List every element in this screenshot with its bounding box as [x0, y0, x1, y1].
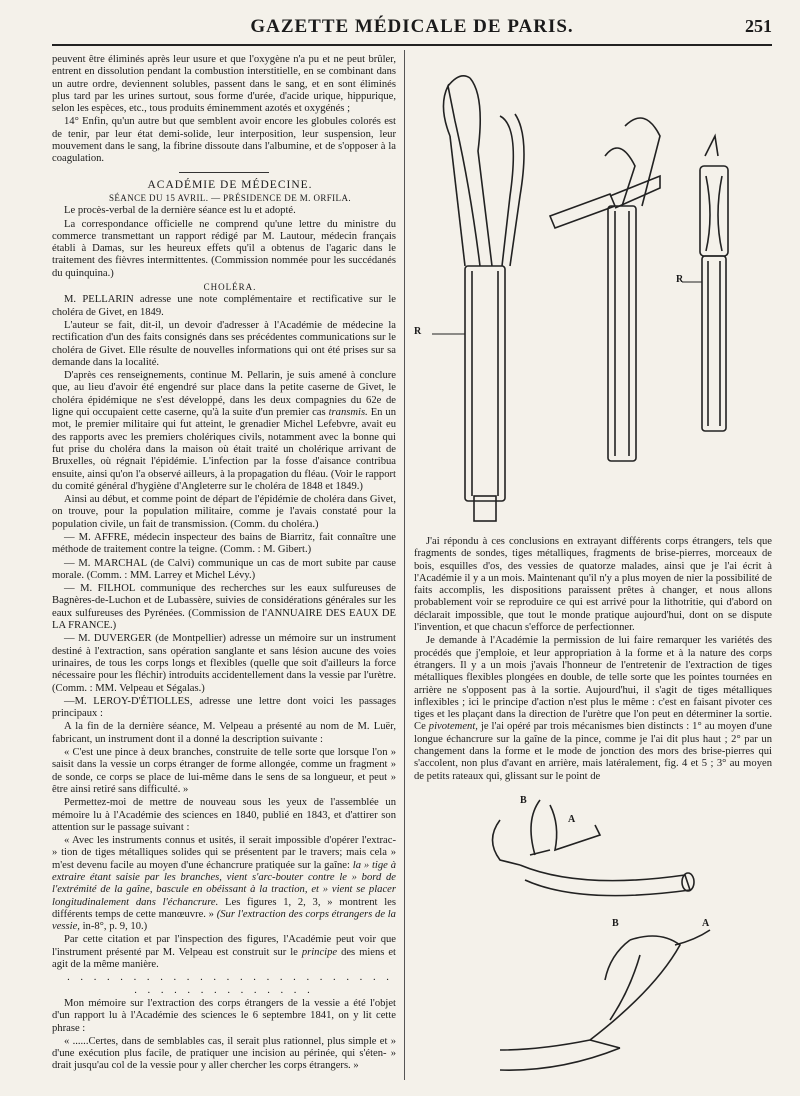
right-column-text	[414, 536, 772, 784]
ellipsis-row: . . . . . . . . . . . . . . . . . . . . . . . . . . . . . . . . . . . . . . .	[67, 972, 393, 996]
quote-2	[52, 835, 396, 933]
transmis-word: transmis.	[328, 407, 368, 419]
pellarin-paragraph: M. PELLARIN adresse une note complémentaire et rectificative sur le choléra de Givet, en 1849.	[52, 294, 396, 318]
fig-label-a1: A	[568, 814, 576, 825]
leroy-paragraph: —M. LEROY-D'ÉTIOLLES, adresse une lettre dont voici les passages principaux :	[52, 695, 396, 720]
marchal-paragraph: — M. MARCHAL (de Calvi) communique un cas de mort subite par cause morale. (Comm. : MM. Larrey et Michel Lévy.)	[52, 557, 396, 581]
forceps-figures-top	[410, 56, 775, 531]
journal-title: GAZETTE MÉDICALE DE PARIS.	[250, 16, 574, 37]
brise-pierre-figures	[480, 780, 730, 1080]
forceps-instrument-1	[443, 76, 524, 521]
memoire-paragraph: Mon mémoire sur l'extraction des corps étrangers de la vessie a été l'objet d'un rapport lu à l'Académie des sciences le 6 septembre 1841, on y lit cette phrase :	[52, 997, 396, 1034]
cholera-title: CHOLÉRA.	[203, 282, 257, 293]
section-rule	[179, 172, 269, 173]
right-para-2	[414, 635, 772, 783]
quote-2-c: Les figures 1, 2, 3, » montrent les différents temps de cette manœuvre. »	[52, 896, 396, 920]
leroy-cont-paragraph: A la fin de la dernière séance, M. Velpeau a présenté au nom de M. Luër, fabricant, un instrument dont il a donné la description suivante :	[52, 721, 396, 745]
right-para-2-a: Je demande à l'Académie la permission de lui faire remarquer les variétés des procédés que j'emploie, et leur appropriation à la forme et à la nature des corps étrangers. Il y a un mois j'avais l'honneur de l'entretenir de l'extraction de tiges métalliques flexibles plongées en double, de telle sorte que les pointes tournées en arrière ne s'opposent pas à la sortie. Aujourd'hui, il s'agit de tiges métalliques inflexibles ; ici le principe d'action n'est plus le même : c'est en faisant pivoter ces tiges et les plaçant dans la direction de l'urètre que l'on peut en déterminer la sortie. Ce	[414, 635, 772, 733]
affre-paragraph: — M. AFFRE, médecin inspecteur des bains de Biarritz, fait connaître une méthode de traitement contre la teigne. (Comm. : M. Gibert.)	[52, 531, 396, 556]
right-para-1: J'ai répondu à ces conclusions en extrayant différents corps étrangers, tels que fragments de sondes, tiges métalliques, fragments de brise-pierres, morceaux de bois, esquilles d'os, des vessies de quatorze malades, ainsi que je l'ai écrit à l'Académie il y a un mois. Maintenant qu'il n'y a plus moyen de nier la possibilité de faits accomplis, les dispositions paraissent prêtes à changer, et nous allons probablement voir se reproduire ce qui est arrivé pour la lithotritie, qui d'abord on déclarait impossible, que tout le monde pratique aujourd'hui, dont on se dispute l'invention, et que chacun s'efforce de perfectionner.	[414, 536, 772, 634]
par-cette-end: des miens et agit de la même manière.	[52, 946, 396, 971]
apres-cont-text: En un mot, le premier militaire qui fut atteint, le grenadier Michel Lefebvre, avait eu des rapports avec les premiers cholériques civils, notamment avec la bonne qui fut prise du choléra dans la maison où était traité un cholérique arrivant de Bruxelles, où régnait l'épidémie. L'infection par la fosse d'aisance contribua ensuite, ainsi qu'on l'a observé ailleurs, à la propagation du fléau. (Voir le rapport du comité général d'hygiène d'Angleterre sur le choléra de 1848 et 1849.)	[52, 407, 396, 492]
auteur-paragraph: L'auteur se fait, dit-il, un devoir d'adresser à l'Académie de médecine la rectification d'un des faits consignés dans ses précédentes communications sur le choléra de Givet. Elle résulte de nouvelles informations qui ont été prises sur sa demande dans la localité.	[52, 319, 396, 368]
pivotement-word: pivotement,	[428, 721, 478, 733]
quote-1: « C'est une pince à deux branches, construite de telle sorte que lorsque l'on » saisit dans la vessie un corps étranger de forme allongée, comme un fragment » de sonde, ce corps se place de lui-même dans le sens de sa longueur, et peut » être ainsi retiré sans difficulté. »	[52, 747, 396, 795]
seance-line: SÉANCE DU 15 AVRIL. — PRÉSIDENCE DE M. ORFILA.	[109, 192, 351, 203]
principe-word: principe	[301, 946, 338, 958]
brise-pierre-1	[493, 800, 695, 896]
forceps-instrument-2	[550, 118, 660, 461]
left-column	[52, 54, 396, 1074]
intro-paragraph: peuvent être éliminés après leur usure et que l'oxygène n'a pu et ne peut brûler, entrent en dissolution pendant la combustion interstitielle, en se combinant dans un autre ordre, deviennent solubles, passent dans le sang, et en sont éliminés plus tard par les urines surtout, sous forme d'urée, d'acide urique, hippurique, selon les espèces, etc., tous produits éminemment azotés et oxygénés ;	[52, 54, 396, 115]
duverger-paragraph: — M. DUVERGER (de Montpellier) adresse un mémoire sur un instrument destiné à l'extraction, sans opération sanglante et sans lésion aucune des voies urinaires, de tous les corps longs et flexibles (quelle que soit d'ailleurs la force nécessaire pour les fléchir) introduits accidentellement dans la vessie par l'urètre. (Comm. : MM. Velpeau et Ségalas.)	[52, 633, 396, 694]
par-cette-paragraph	[52, 934, 396, 971]
quote-2-ref: (Sur l'extraction des corps étrangers de la vessie,	[52, 908, 396, 933]
proces-verbal: Le procès-verbal de la dernière séance est lu et adopté.	[64, 205, 296, 217]
correspondance-paragraph: La correspondance officielle ne comprend qu'une lettre du ministre du commerce transmettant un rapport rédigé par M. Lautour, médecin français établi à Damas, sur les heureux effets qu'il a obtenus de l'agaric dans le traitement des fièvres intermittentes. (Commission nommée pour les succédanés du quinquina.)	[52, 218, 396, 279]
forceps-instrument-3	[700, 136, 728, 431]
filhol-paragraph: — M. FILHOL communique des recherches sur les eaux sulfureuses de Bagnères-de-Luchon et de Lubassère, suivies de considérations générales sur les eaux sulfureuses des Pyrénées. (Commission de l'ANNUAIRE DES EAUX DE LA FRANCE.)	[52, 583, 396, 632]
fig-label-b2: B	[612, 918, 619, 929]
quote-2-a: « Avec les instruments connus et usités, il serait impossible d'opérer l'extrac- » tion de tiges métalliques solides qui se présentent par le travers; mais cela » m'est devenu facile au moyen d'une échancrure pratiquée sur la gaîne:	[52, 835, 396, 871]
fig-label-b1: B	[520, 795, 527, 806]
apres-text: D'après ces renseignements, continue M. Pellarin, je suis amené à conclure que, au lieu d'avoir été engendré sur place dans la petite caserne de Givet, le choléra épidémique ne s'est développé, dans les deux compagnies du 62e de ligne qui occupaient cette caserne, qu'à la suite d'un premier cas	[52, 370, 396, 419]
fig-label-r2: R	[676, 274, 684, 285]
quote-2-ref2: in-8°, p. 9, 10.)	[82, 921, 148, 933]
ainsi-paragraph: Ainsi au début, et comme point de départ de l'épidémie de choléra dans Givet, on trouve, pour la population militaire, comme je l'avais constaté pour la population civile, un fait de transmission. (Comm. du choléra.)	[52, 494, 396, 530]
page-number: 251	[745, 16, 772, 36]
fig-label-a2: A	[702, 918, 710, 929]
par-cette-text: Par cette citation et par l'inspection des figures, l'Académie peut voir que l'instrument présenté par M. Velpeau est construit sur le	[52, 934, 396, 958]
fig-label-r1: R	[414, 326, 422, 337]
quote-2-b: la » tige à extraire étant saisie par les branches, vient s'arc-bouter contre le » bord de l'extrémité de la gaîne, bascule en obéissant à la traction, et » vient se placer longitudinalement dans l'échancrure.	[52, 859, 396, 908]
column-divider	[404, 50, 405, 1080]
permettez-paragraph: Permettez-moi de mettre de nouveau sous les yeux de l'assemblée un mémoire lu à l'Académie des sciences en 1840, publié en 1843, et d'attirer son attention sur le passage suivant :	[52, 797, 396, 833]
point-14-paragraph: 14° Enfin, qu'un autre but que semblent avoir encore les globules colorés est de tenir, par leur état demi-solide, leur interposition, leur suspension, leur mouvement dans le sang, la fibrine dissoute dans l'albumine, et de s'opposer à la coagulation.	[52, 116, 396, 165]
page-header	[52, 14, 772, 46]
quote-3: « ......Certes, dans de semblables cas, il serait plus rationnel, plus simple et » d'une exécution plus facile, de pratiquer une incision au périnée, qui s'éten- » drait jusqu'au col de la vessie pour y aller chercher les corps étrangers. »	[52, 1035, 396, 1072]
right-para-2-b: je l'ai opéré par trois mécanismes bien distincts : 1° au moyen d'une longue échancrure sur la gaîne de la pince, comme je l'ai dit plus haut ; 2° par un changement dans la forme et le mode de jonction des mors des brise-pierres qui s'accolent, non plus d'avant en arrière, mais latéralement, fig. 4 et 5 ; 3° au moyen de petits rateaux qui, glissant sur le point de	[414, 721, 772, 782]
academie-title: ACADÉMIE DE MÉDECINE.	[147, 178, 313, 191]
brise-pierre-2	[500, 930, 710, 1070]
apres-paragraph	[52, 370, 396, 493]
